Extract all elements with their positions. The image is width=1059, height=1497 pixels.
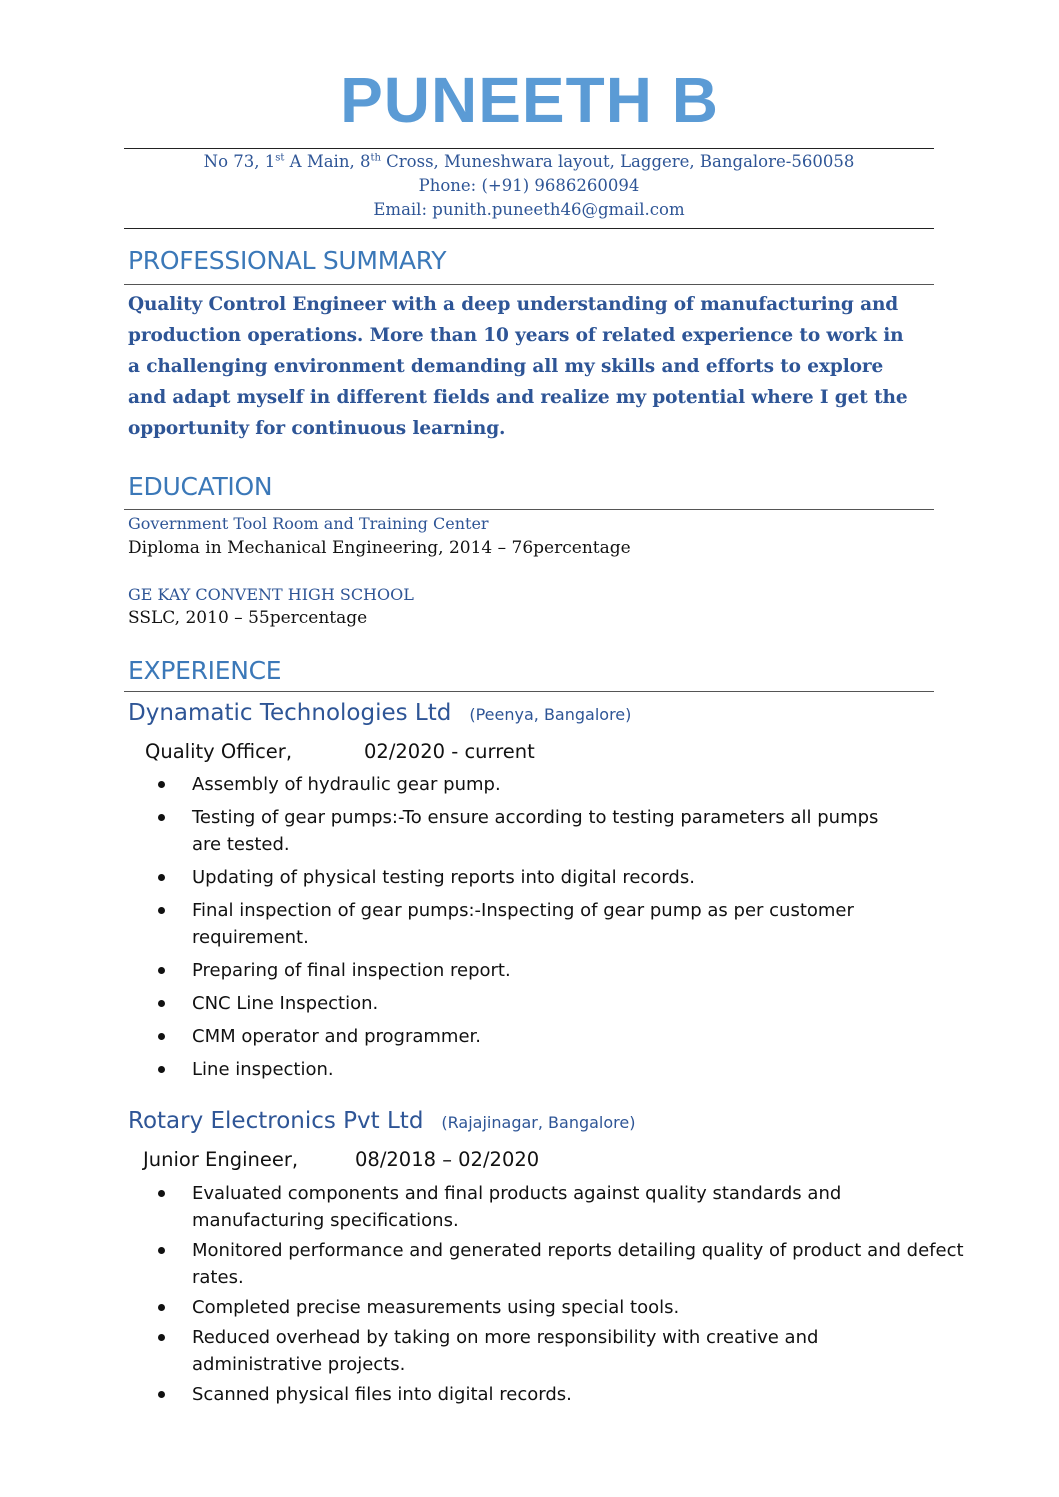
section-title-education: EDUCATION: [128, 472, 273, 501]
job-role: [145, 740, 535, 763]
job-duties-list: [150, 771, 950, 1083]
bullet-icon: [158, 1304, 165, 1311]
section-title-experience: EXPERIENCE: [128, 656, 282, 685]
list-item: [150, 864, 950, 891]
address-part: Cross, Muneshwara layout, Laggere, Bangalore-560058: [380, 152, 855, 171]
contact-phone: Phone: (+91) 9686260094: [418, 176, 640, 195]
role-dates: 08/2018 – 02/2020: [355, 1148, 540, 1171]
contact-address: [124, 150, 934, 174]
bullet-icon: [158, 1334, 165, 1341]
duty-text: Reduced overhead by taking on more responsibility with creative and administrative projects.: [192, 1327, 819, 1375]
education-detail: Diploma in Mechanical Engineering, 2014 – 76percentage: [128, 538, 631, 558]
section-title-summary: PROFESSIONAL SUMMARY: [128, 246, 447, 275]
role-dates: 02/2020 - current: [364, 740, 535, 763]
duty-text: Completed precise measurements using special tools.: [192, 1297, 680, 1318]
bullet-icon: [158, 814, 165, 821]
section-rule-summary: [124, 284, 934, 285]
duty-text: CNC Line Inspection.: [192, 993, 379, 1014]
list-item: [150, 804, 882, 858]
address-superscript: th: [370, 152, 381, 164]
list-item: [150, 1180, 892, 1234]
list-item: [150, 1056, 950, 1083]
role-title: Quality Officer,: [145, 740, 293, 763]
bullet-icon: [158, 781, 165, 788]
list-item: [150, 1023, 950, 1050]
summary-line: Quality Control Engineer with a deep understanding of manufacturing and: [128, 294, 899, 315]
list-item: [150, 1294, 950, 1321]
duty-text: Evaluated components and final products against quality standards and manufacturing specifications.: [192, 1183, 842, 1231]
bullet-icon: [158, 1247, 165, 1254]
duty-text: Line inspection.: [192, 1059, 334, 1080]
bullet-icon: [158, 874, 165, 881]
duty-text: Final inspection of gear pumps:-Inspecting of gear pump as per customer requirement.: [192, 900, 854, 948]
list-item: [150, 1237, 982, 1291]
summary-line: opportunity for continuous learning.: [128, 418, 506, 439]
duty-text: Assembly of hydraulic gear pump.: [192, 774, 501, 795]
list-item: [150, 897, 932, 951]
company-location: (Peenya, Bangalore): [469, 705, 632, 724]
bullet-icon: [158, 1391, 165, 1398]
duty-text: Testing of gear pumps:-To ensure according to testing parameters all pumps are tested.: [192, 807, 879, 855]
list-item: [150, 990, 950, 1017]
header-top-rule: [124, 148, 934, 149]
summary-line: a challenging environment demanding all my skills and efforts to explore: [128, 356, 884, 377]
role-title: Junior Engineer,: [143, 1148, 299, 1171]
duty-text: Scanned physical files into digital records.: [192, 1384, 572, 1405]
contact-email: Email: punith.puneeth46@gmail.com: [373, 200, 685, 219]
company-name: Dynamatic Technologies Ltd: [128, 700, 452, 726]
duty-text: Updating of physical testing reports into digital records.: [192, 867, 695, 888]
education-detail: SSLC, 2010 – 55percentage: [128, 608, 368, 628]
list-item: [150, 771, 950, 798]
candidate-name: PUNEETH B: [340, 64, 719, 136]
professional-summary: [128, 289, 928, 444]
bullet-icon: [158, 967, 165, 974]
summary-line: production operations. More than 10 years of related experience to work in: [128, 325, 904, 346]
address-part: No 73, 1: [203, 152, 276, 171]
bullet-icon: [158, 1000, 165, 1007]
address-part: A Main, 8: [284, 152, 371, 171]
list-item: [150, 1381, 950, 1408]
education-school: Government Tool Room and Training Center: [128, 514, 489, 533]
header-bottom-rule: [124, 228, 934, 229]
job-company: [128, 1110, 635, 1133]
bullet-icon: [158, 1033, 165, 1040]
duty-text: Preparing of final inspection report.: [192, 960, 511, 981]
bullet-icon: [158, 1066, 165, 1073]
bullet-icon: [158, 907, 165, 914]
company-name: Rotary Electronics Pvt Ltd: [128, 1108, 424, 1134]
summary-line: and adapt myself in different fields and realize my potential where I get the: [128, 387, 908, 408]
education-school: GE KAY CONVENT HIGH SCHOOL: [128, 585, 414, 604]
job-role: [143, 1148, 540, 1171]
job-company: [128, 702, 631, 725]
list-item: [150, 957, 950, 984]
section-rule-experience: [124, 691, 934, 692]
job-duties-list: [150, 1180, 964, 1408]
section-rule-education: [124, 509, 934, 510]
duty-text: CMM operator and programmer.: [192, 1026, 481, 1047]
company-location: (Rajajinagar, Bangalore): [441, 1113, 636, 1132]
duty-text: Monitored performance and generated reports detailing quality of product and defect rates.: [192, 1240, 964, 1288]
list-item: [150, 1324, 892, 1378]
bullet-icon: [158, 1190, 165, 1197]
address-superscript: st: [275, 152, 285, 164]
